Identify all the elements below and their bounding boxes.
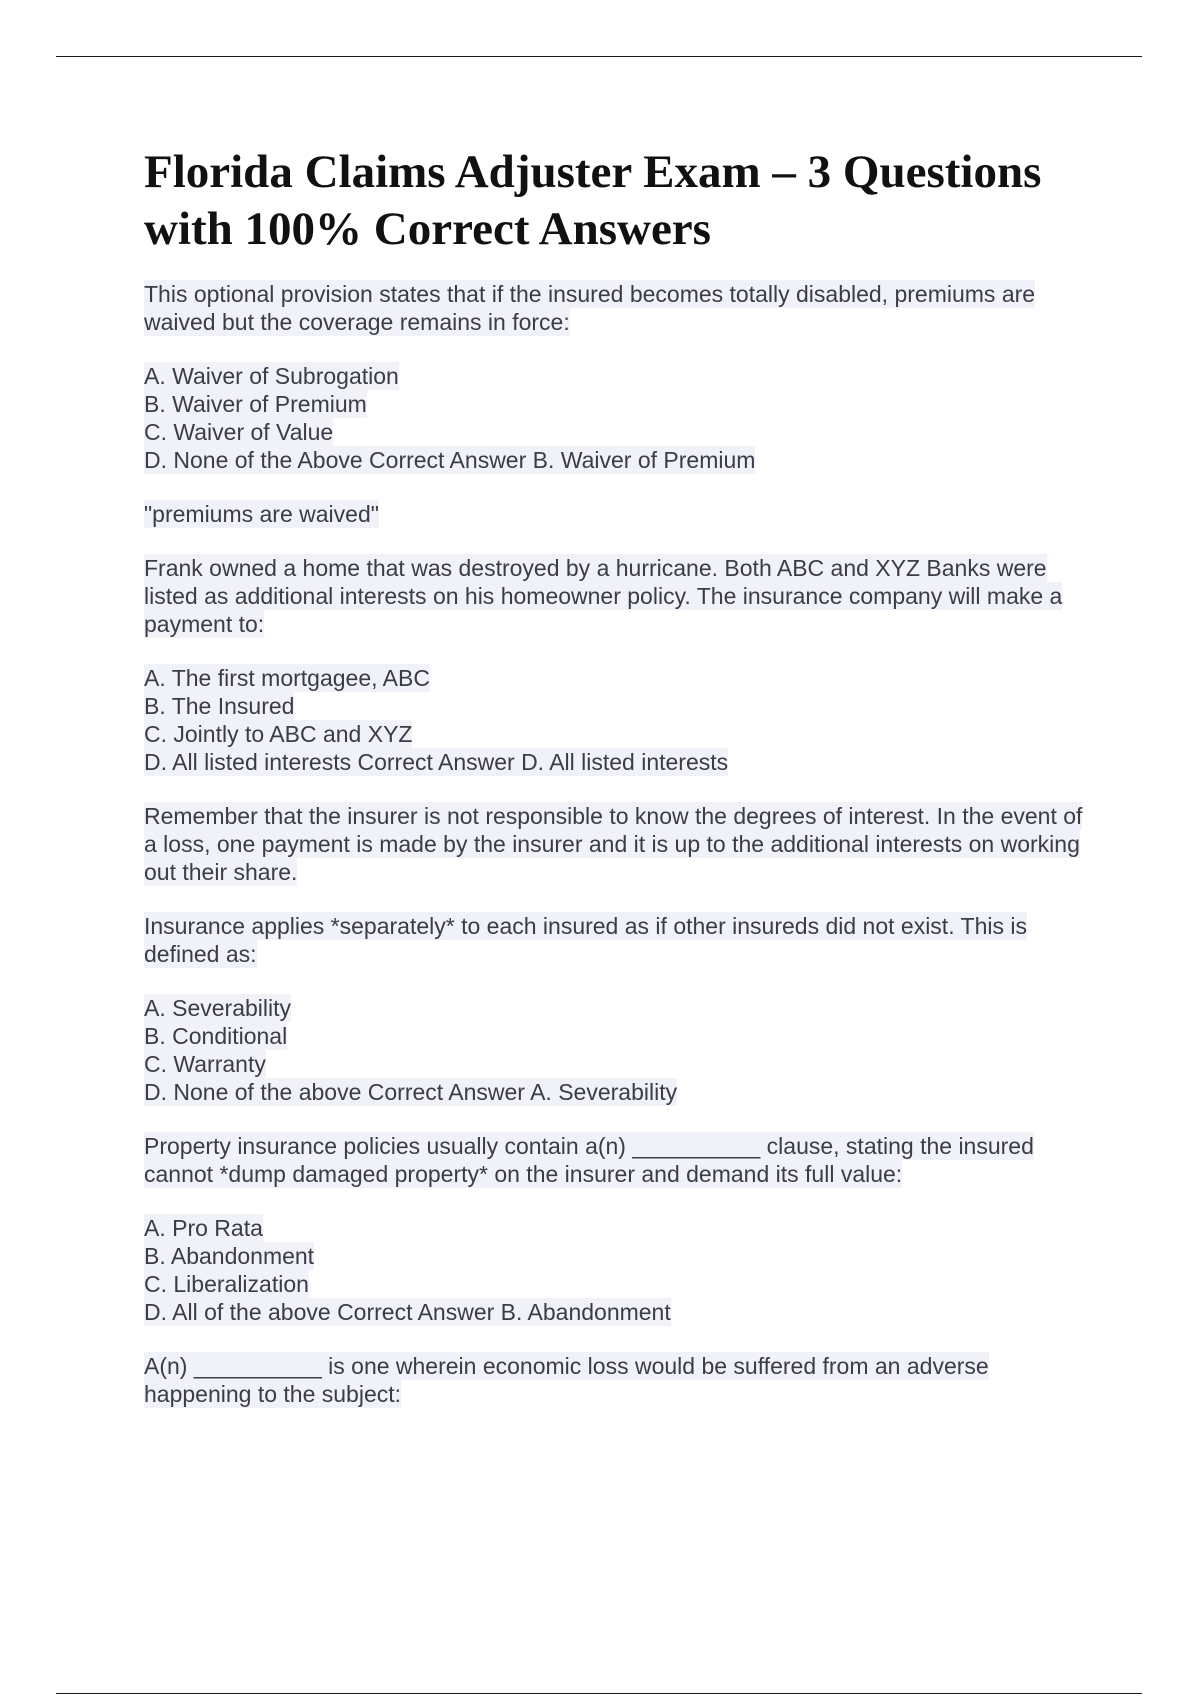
question-1 bbox=[144, 280, 1084, 336]
option-item: A. Severability bbox=[144, 995, 292, 1021]
options-list bbox=[144, 1214, 1084, 1326]
option-item: A. Waiver of Subrogation bbox=[144, 363, 399, 389]
options-list bbox=[144, 994, 1084, 1106]
option-item-answer: D. All listed interests Correct Answer D. All listed interests bbox=[144, 749, 729, 775]
question-4 bbox=[144, 1132, 1084, 1188]
option-item: B. Conditional bbox=[144, 1023, 288, 1049]
option-item: C. Liberalization bbox=[144, 1271, 309, 1297]
option-item: C. Waiver of Value bbox=[144, 419, 334, 445]
document-body bbox=[144, 144, 1084, 1434]
question-3 bbox=[144, 912, 1084, 968]
question-text: This optional provision states that if the insured becomes totally disabled, premiums are waived but the coverage remains in force: bbox=[144, 281, 1036, 335]
question-text: Property insurance policies usually contain a(n) __________ clause, stating the insured cannot *dump damaged property* on the insurer and demand its full value: bbox=[144, 1133, 1034, 1187]
question-text: Insurance applies *separately* to each insured as if other insureds did not exist. This is defined as: bbox=[144, 913, 1028, 967]
option-item-answer: D. None of the Above Correct Answer B. Waiver of Premium bbox=[144, 447, 756, 473]
option-item-answer: D. All of the above Correct Answer B. Abandonment bbox=[144, 1299, 671, 1325]
option-item-answer: D. None of the above Correct Answer A. Severability bbox=[144, 1079, 678, 1105]
options-list bbox=[144, 362, 1084, 474]
explanation-note: Remember that the insurer is not responsible to know the degrees of interest. In the event of a loss, one payment is made by the insurer and it is up to the additional interests on working out their share. bbox=[144, 803, 1083, 885]
header-rule bbox=[56, 56, 1142, 57]
options-list bbox=[144, 664, 1084, 776]
document-title: Florida Claims Adjuster Exam – 3 Questions with 100% Correct Answers bbox=[144, 146, 1042, 255]
question-text: Frank owned a home that was destroyed by a hurricane. Both ABC and XYZ Banks were listed as additional interests on his homeowner policy. The insurance company will make a payment to: bbox=[144, 555, 1063, 637]
option-item: C. Jointly to ABC and XYZ bbox=[144, 721, 413, 747]
question-2 bbox=[144, 554, 1084, 638]
question-text: A(n) __________ is one wherein economic loss would be suffered from an adverse happening to the subject: bbox=[144, 1353, 989, 1407]
explanation-note: "premiums are waived" bbox=[144, 501, 379, 527]
option-item: B. Waiver of Premium bbox=[144, 391, 367, 417]
option-item: B. Abandonment bbox=[144, 1243, 315, 1269]
option-item: C. Warranty bbox=[144, 1051, 266, 1077]
footer-rule bbox=[56, 1693, 1142, 1694]
option-item: A. The first mortgagee, ABC bbox=[144, 665, 430, 691]
question-5 bbox=[144, 1352, 1084, 1408]
option-item: B. The Insured bbox=[144, 693, 295, 719]
option-item: A. Pro Rata bbox=[144, 1215, 263, 1241]
